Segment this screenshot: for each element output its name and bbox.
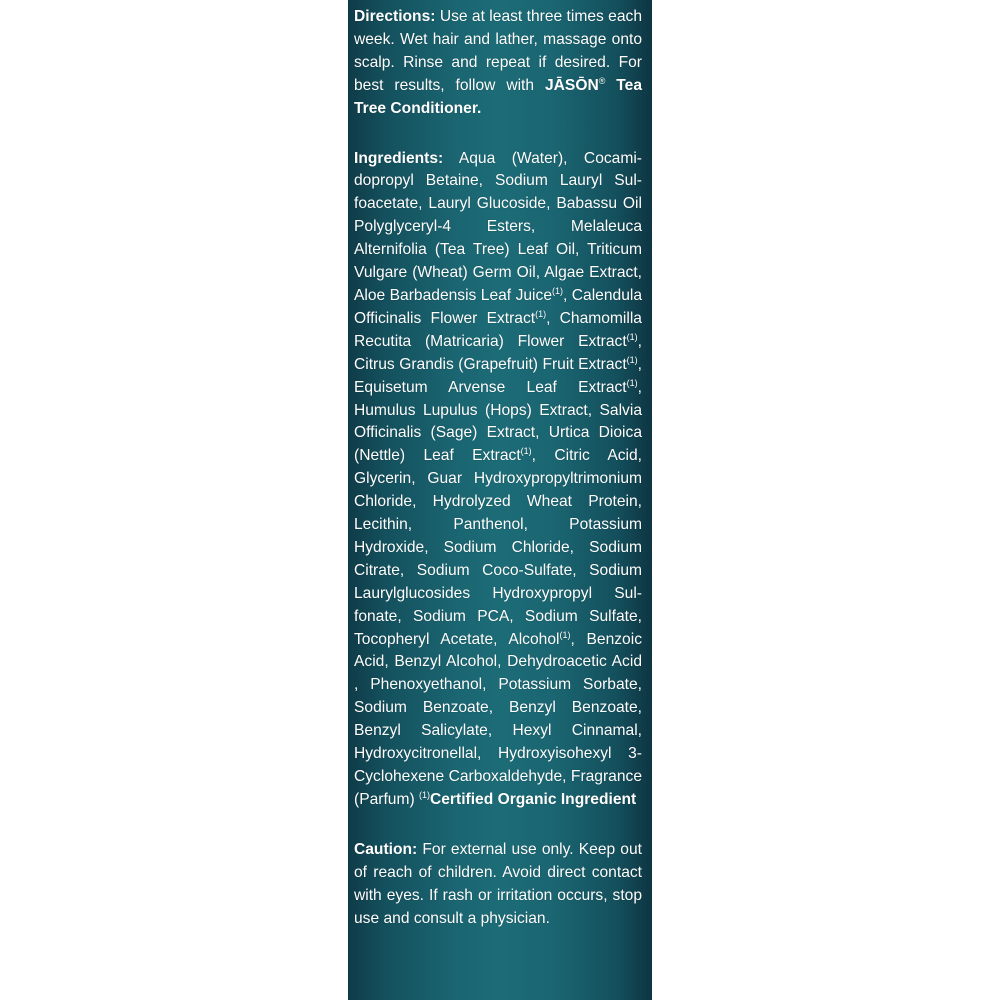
organic-marker: (1)	[626, 354, 638, 365]
caution-heading: Caution:	[354, 840, 418, 858]
organic-marker: (1)	[535, 308, 547, 319]
ingredients-heading: Ingredients:	[354, 149, 444, 167]
ingredients-segment: , Chamomilla Recutita (Matricaria) Flower Extract	[354, 309, 642, 350]
caution-paragraph	[354, 839, 642, 931]
registered-mark: ®	[598, 75, 606, 86]
organic-marker: (1)	[626, 377, 638, 388]
directions-text: Use at least three times each week. Wet hair and lather, massage onto scalp. Rinse and repeat if desired. For best results, follow with	[354, 8, 642, 94]
ingredients-segment: , Benzoic Acid, Benzyl Alcohol, Dehydroacetic Acid , Phenoxyethanol, Potassium Sorbate, Sodium Benzoate, Benzyl Benzoate, Benzyl Salicylate, Hexyl Cinnamal, Hydroxycitronellal, Hydroxyisohexyl 3-Cyclohexene Carboxaldehyde, Fragrance (Parfum)	[354, 630, 642, 808]
organic-marker: (1)	[559, 629, 571, 640]
ingredients-segment: , Citric Acid, Glycerin, Guar Hydroxypropyltrimonium Chloride, Hydrolyzed Wheat Protein, Lecithin, Panthenol, Potassium Hydroxide, Sodium Chloride, Sodium Citrate, Sodium Coco-Sulfate, Sodium Laurylglucosides Hydroxypropyl Sulfonate, Sodium PCA, Sodium Sulfate, Tocopheryl Acetate, Alcohol	[354, 447, 642, 648]
brand-name: JĀSŌN	[544, 76, 599, 94]
ingredients-segment: , Humulus Lupulus (Hops) Extract, Salvia Officinalis (Sage) Extract, Urtica Dioica (Nettle) Leaf Extract	[354, 378, 642, 465]
organic-marker: (1)	[552, 285, 563, 296]
footnote-text: Certified Organic Ingredient	[430, 790, 637, 808]
organic-marker: (1)	[626, 331, 638, 342]
directions-heading: Directions:	[354, 8, 436, 25]
ingredients-segment: , Citrus Grandis (Grapefruit) Fruit Extract	[354, 332, 642, 373]
label-panel	[348, 0, 652, 1000]
organic-marker: (1)	[520, 446, 532, 457]
caution-text: For external use only. Keep out of reach of children. Avoid direct contact with eyes. If rash or irritation occurs, stop use and consult a physician.	[354, 840, 642, 927]
ingredients-segment: , Calendula Officinalis Flower Extract	[354, 286, 643, 327]
ingredients-segment: , Equisetum Arvense Leaf Extract	[354, 355, 642, 396]
footnote-marker: (1)	[419, 789, 430, 800]
directions-paragraph	[354, 6, 642, 121]
ingredients-paragraph	[354, 148, 642, 812]
ingredients-segment: Aqua (Water), Cocamidopropyl Betaine, Sodium Lauryl Sulfoacetate, Lauryl Glucoside, Babassu Oil Polyglyceryl-4 Esters, Melaleuca Alternifolia (Tea Tree) Leaf Oil, Triticum Vulgare (Wheat) Germ Oil, Algae Extract, Aloe Barbadensis Leaf Juice	[354, 149, 642, 304]
conditioner-product-name: Tea Tree Conditioner.	[354, 76, 642, 117]
